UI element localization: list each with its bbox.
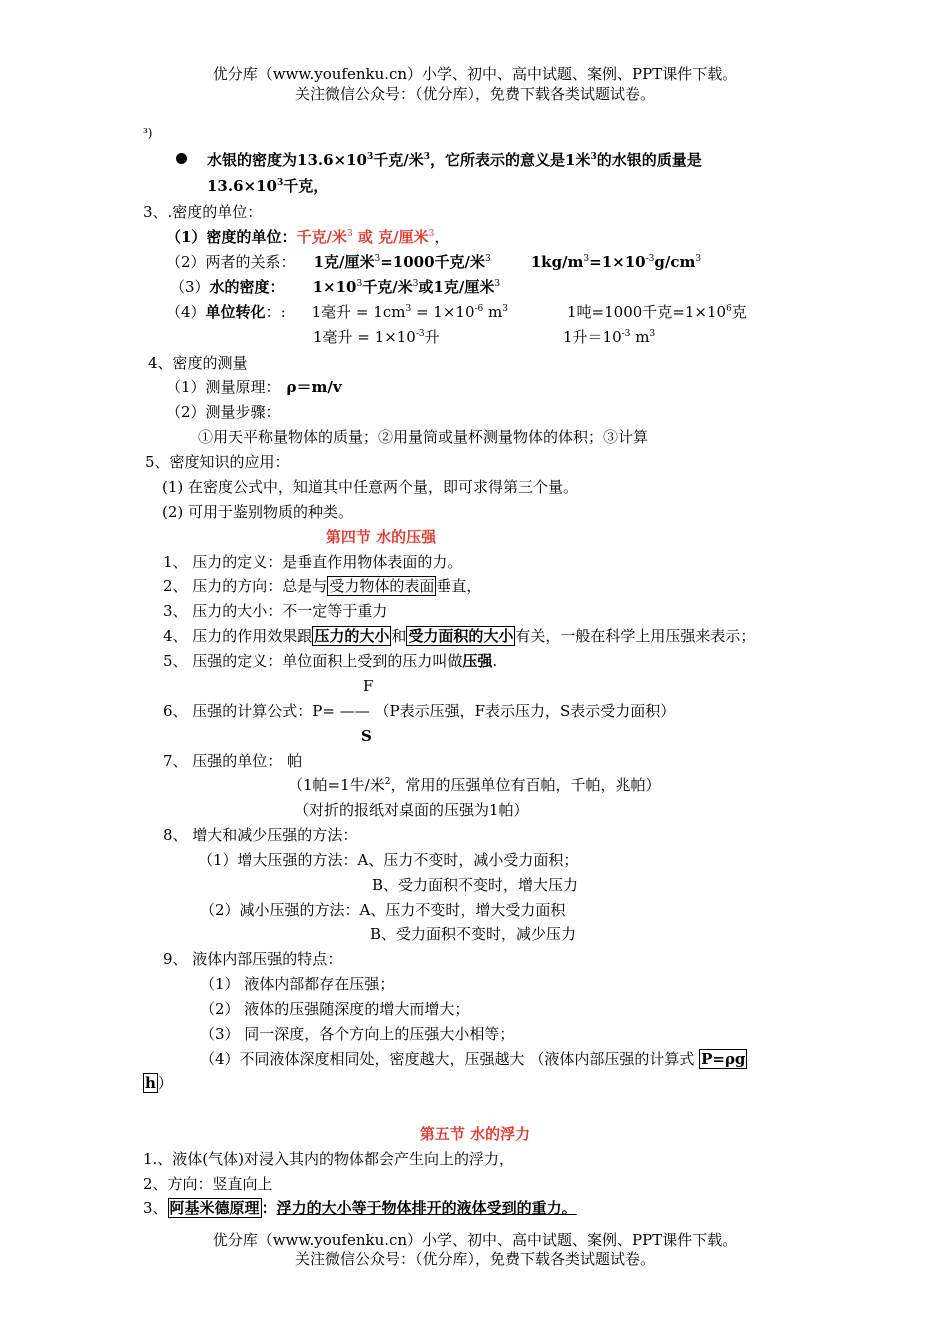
formula-denominator: S <box>361 727 372 745</box>
exp: 3 <box>356 279 363 289</box>
buoyancy-item-3-prefix: 3、 <box>143 1199 168 1217</box>
liquid-pressure-4 <box>200 1049 747 1069</box>
section5-title: 第五节 水的浮力 <box>419 1125 531 1143</box>
continuation-fragment: ³) <box>143 126 153 140</box>
unit-l2-d: =1×10 <box>589 253 646 271</box>
pressure-item-5 <box>163 651 497 671</box>
unit-l4-prefix: （4） <box>166 303 206 321</box>
unit-heading: 3、.密度的单位： <box>143 203 263 221</box>
exp: 3 <box>502 304 509 314</box>
measure-principle <box>166 377 342 397</box>
pressure-example: （对折的报纸对桌面的压强为1帕） <box>294 801 529 819</box>
unit-l4-c: m <box>483 303 503 321</box>
exp: 6 <box>726 304 732 314</box>
exp: 3 <box>366 152 374 162</box>
exp: 3 <box>695 254 702 264</box>
page-footer-line1: 优分库（www.youfenku.cn）小学、初中、高中试题、案例、PPT课件下载。 <box>212 1231 738 1249</box>
pressure-item-6: 6、 压强的计算公式：P= —— （P表示压强，F表示压力，S表示受力面积） <box>163 702 676 720</box>
pressure-item-1: 1、 压力的定义：是垂直作用物体表面的力。 <box>163 553 463 571</box>
unit-l3-c: 或1克/厘米 <box>418 278 495 296</box>
increase-pressure-b: B、受力面积不变时，增大压力 <box>372 876 579 894</box>
exp: 2 <box>384 777 391 787</box>
buoyancy-item-3-colon: ： <box>261 1199 277 1217</box>
measure-heading: 4、密度的测量 <box>148 354 248 372</box>
unit-kg-m3: 千克/米 <box>296 228 347 246</box>
decrease-pressure-b: B、受力面积不变时，减少压力 <box>370 925 577 943</box>
increase-pressure-a: （1）增大压强的方法：A、压力不变时，减小受力面积； <box>198 851 579 869</box>
bullet2-a: 13.6×10 <box>207 177 277 195</box>
unit-conversion-label: 单位转化 <box>205 303 266 321</box>
pressure-item-2b: 垂直， <box>436 577 482 595</box>
bullet-text-d: 的水银的质量是 <box>596 151 702 169</box>
unit-l4-e: 克 <box>731 303 747 321</box>
unit-l2-prefix: （2）两者的关系： <box>166 253 296 271</box>
exp: 3 <box>374 254 381 264</box>
measure-steps: ①用天平称量物体的质量；②用量筒或量杯测量物体的体积；③计算 <box>198 428 649 446</box>
pressure-unit-note <box>288 775 660 795</box>
mercury-density-bullet <box>176 150 702 170</box>
exp: 3 <box>494 279 501 289</box>
pressure-item-4-and: 和 <box>391 627 407 645</box>
unit-l4-colon: ：: <box>265 303 286 321</box>
measure-principle-label: （1）测量原理： <box>166 378 281 396</box>
archimedes-principle-text: 浮力的大小等于物体排开的液体受到的重力。 <box>276 1199 577 1217</box>
decrease-pressure-a: （2）减小压强的方法：A、压力不变时，增大受力面积 <box>200 901 566 919</box>
pressure-item-3: 3、 压力的大小：不一定等于重力 <box>163 602 388 620</box>
bullet-text-a: 水银的密度为13.6×10 <box>207 151 367 169</box>
unit-l4-b: = 1×10 <box>411 303 475 321</box>
bullet2-b: 千克， <box>283 177 329 195</box>
exp: 3 <box>405 304 412 314</box>
measure-steps-label: （2）测量步骤： <box>166 403 281 421</box>
page-header-line1: 优分库（www.youfenku.cn）小学、初中、高中试题、案例、PPT课件下载。 <box>212 65 738 83</box>
apply-item-2: (2) 可用于鉴别物质的种类。 <box>162 503 354 521</box>
pressure-item-5a: 5、 压强的定义：单位面积上受到的压力叫做 <box>163 652 463 670</box>
pressure-unit-note-b: ，常用的压强单位有百帕，千帕，兆帕） <box>390 776 661 794</box>
unit-l5-c: 1升＝10 <box>563 328 622 346</box>
apply-item-1: (1) 在密度公式中，知道其中任意两个量，即可求得第三个量。 <box>162 478 579 496</box>
boxed-formula-part1: P=ρg <box>701 1050 746 1068</box>
exp: 3 <box>485 254 491 264</box>
unit-l5-b: 升 <box>424 328 440 346</box>
unit-l4-a: 1毫升 = 1cm <box>311 303 406 321</box>
apply-heading: 5、密度知识的应用： <box>145 453 290 471</box>
exp: 3 <box>412 279 419 289</box>
exp: -3 <box>415 329 425 339</box>
density-formula: ρ＝m/v <box>286 378 342 396</box>
exp: 3 <box>649 329 656 339</box>
exp: -3 <box>645 254 655 264</box>
pressure-item-8: 8、 增大和减少压强的方法： <box>163 826 358 844</box>
exp: 3 <box>423 152 430 162</box>
page-footer-line2: 关注微信公众号：（优分库），免费下载各类试题试卷。 <box>294 1250 655 1268</box>
buoyancy-item-2: 2、方向：竖直向上 <box>143 1175 273 1193</box>
unit-line-5 <box>313 327 440 347</box>
liquid-pressure-2: （2） 液体的压强随深度的增大而增大； <box>200 1000 470 1018</box>
unit-l2-e: g/cm <box>654 253 696 271</box>
unit-l3-b: 千克/米 <box>362 278 413 296</box>
liquid-pressure-4-end: ） <box>157 1074 173 1092</box>
exp: -6 <box>474 304 484 314</box>
bullet-text-b: 千克/米 <box>373 151 424 169</box>
exp: 3 <box>590 152 597 162</box>
water-density-label: 水的密度： <box>209 278 285 296</box>
unit-l5-a: 1毫升 = 1×10 <box>313 328 416 346</box>
unit-l2-a: 1克/厘米 <box>313 253 375 271</box>
exp: 3 <box>276 178 284 188</box>
unit-l3-a: 1×10 <box>312 278 357 296</box>
pressure-item-4 <box>163 626 755 646</box>
unit-l5-d: m <box>630 328 650 346</box>
bullet-text-c: ，它所表示的意义是1米 <box>430 151 591 169</box>
exp: 3 <box>428 229 435 239</box>
boxed-force-size: 压力的大小 <box>314 627 390 645</box>
pressure-item-4a: 4、 压力的作用效果跟 <box>163 627 313 645</box>
unit-l1-prefix: （1）密度的单位： <box>166 228 297 246</box>
pressure-item-4b: 有关，一般在科学上用压强来表示； <box>515 627 756 645</box>
section4-title: 第四节 水的压强 <box>325 528 437 546</box>
unit-line-3 <box>170 277 500 297</box>
pressure-term: 压强 <box>462 652 493 670</box>
unit-l4-d: 1吨=1000千克=1×10 <box>567 303 727 321</box>
unit-line-4-right <box>567 302 747 322</box>
boxed-surface: 受力物体的表面 <box>329 577 435 595</box>
unit-l1-end: ， <box>434 228 450 246</box>
bullet-icon <box>176 153 187 164</box>
unit-g-cm3: 克/厘米 <box>378 228 429 246</box>
archimedes-principle-label: 阿基米德原理 <box>169 1199 260 1217</box>
pressure-item-7: 7、 压强的单位： 帕 <box>163 752 303 770</box>
unit-l3-prefix: （3） <box>170 278 210 296</box>
unit-line-1 <box>166 227 449 247</box>
exp: 3 <box>346 229 353 239</box>
pressure-item-2 <box>163 576 481 596</box>
boxed-formula-part2: h <box>145 1074 156 1092</box>
unit-l2-b: =1000千克/米 <box>380 253 485 271</box>
pressure-unit-note-a: （1帕=1牛/米 <box>288 776 385 794</box>
buoyancy-item-3 <box>143 1198 577 1218</box>
liquid-pressure-1: （1） 液体内部都存在压强； <box>200 975 395 993</box>
formula-numerator: F <box>363 677 374 695</box>
liquid-pressure-4-cont <box>143 1073 173 1093</box>
buoyancy-item-1: 1.、液体(气体)对浸入其内的物体都会产生向上的浮力， <box>143 1150 515 1168</box>
boxed-area-size: 受力面积的大小 <box>408 627 514 645</box>
exp: 3 <box>583 254 590 264</box>
unit-line-2 <box>166 252 701 272</box>
unit-line-5-right <box>563 327 655 347</box>
pressure-item-2a: 2、 压力的方向：总是与 <box>163 577 328 595</box>
unit-l2-c: 1kg/m <box>530 253 584 271</box>
mercury-density-bullet-cont <box>207 176 328 196</box>
liquid-pressure-3: （3） 同一深度，各个方向上的压强大小相等； <box>200 1025 515 1043</box>
exp: -3 <box>621 329 631 339</box>
pressure-item-9: 9、 液体内部压强的特点： <box>163 950 343 968</box>
unit-line-4 <box>166 302 508 322</box>
unit-or: 或 <box>352 228 379 246</box>
pressure-item-5-end: . <box>492 652 498 670</box>
page-header-line2: 关注微信公众号：（优分库），免费下载各类试题试卷。 <box>294 85 655 103</box>
liquid-pressure-4a: （4）不同液体深度相同处，密度越大，压强越大 （液体内部压强的计算式 <box>200 1050 700 1068</box>
